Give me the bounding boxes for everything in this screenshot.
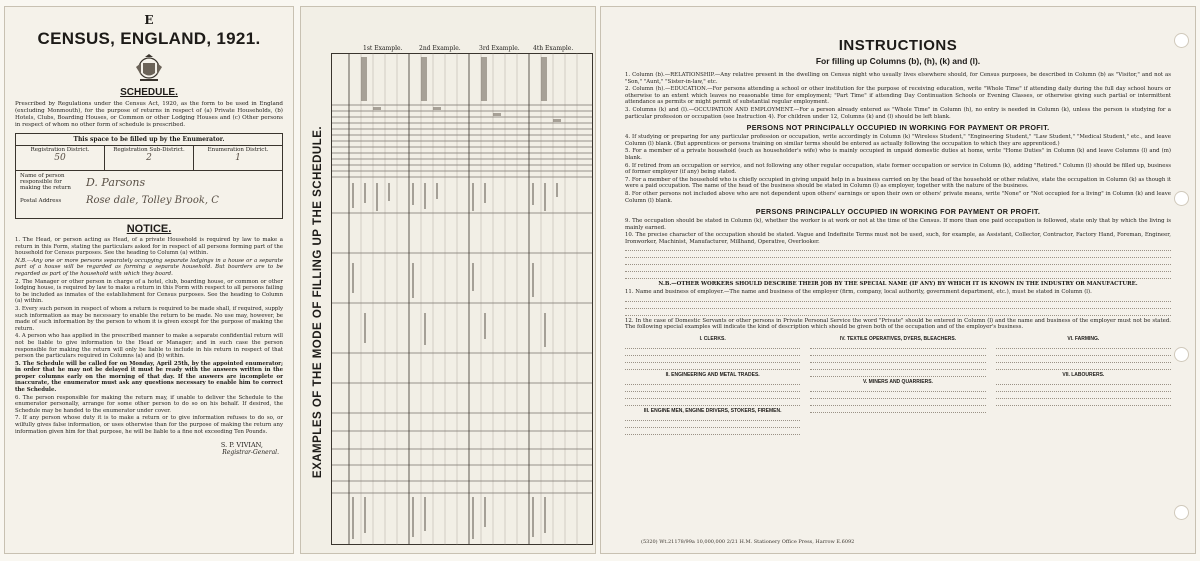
registrar-title: Registrar-General. bbox=[222, 449, 279, 457]
notice-item-3: 3. Every such person in respect of whom a return is required to be made shall, if required, supply such information as may be necessary to enable the return to be made. No use may, however, be made of such information by the person to whom it is given except for the purpose of making the return. bbox=[15, 305, 283, 332]
instruction-1: 1. Column (b).—RELATIONSHIP.—Any relative present in the dwelling on Census night who usually lives elsewhere should, for Census purposes, be described in Column (b) as "Visitor," and not as "Son," "Aunt," "Sister-in-law," etc. bbox=[625, 72, 1171, 85]
employer-lines bbox=[601, 297, 1195, 316]
section-heading-occupied: PERSONS PRINCIPALLY OCCUPIED IN WORKING FOR PAYMENT OR PROFIT. bbox=[755, 207, 1041, 217]
intro-paragraph: Prescribed by Regulations under the Census Act, 1920, as the form to be used in England (excluding Monmouth), for the purpose of returns in respect of (a) Private Households, (b) Hotels, Clubs, Boarding Houses, or Common or other Lodging Houses and (c) Other persons in respect of whom no other form of schedule is prescribed. bbox=[15, 101, 283, 128]
instruction-12: 12. In the case of Domestic Servants or other persons in Private Personal Service the word "Private" should be entered in Column (l) and the name and business of the employer must not be stated. The following special examples will indicate the kind of description which should be given both of the occupation and of the employer's business. bbox=[625, 317, 1171, 331]
category-engine-men: III. ENGINE MEN, ENGINE DRIVERS, STOKERS, FIREMEN. bbox=[643, 407, 782, 414]
notice-item-1: 1. The Head, or person acting as Head, of a private Household is required by law to make a return in this Form, stating the particulars asked for in respect of all persons forming part of the household for Census purposes. See the heading to Column (a) within. bbox=[15, 237, 283, 257]
example-3-label: 3rd Example. bbox=[479, 45, 520, 52]
instructions-panel bbox=[600, 6, 1196, 554]
examples-panel bbox=[300, 6, 596, 554]
category-engineering: II. ENGINEERING AND METAL TRADES. bbox=[665, 371, 760, 378]
examples-heading: EXAMPLES OF THE MODE OF FILLING UP THE SCHEDULE. bbox=[312, 125, 324, 479]
royal-crest-icon bbox=[132, 51, 166, 85]
punch-hole-icon bbox=[1174, 191, 1189, 206]
example-4-label: 4th Example. bbox=[533, 45, 574, 52]
instruction-9: 9. The occupation should be stated in Column (k), whether the worker is at work or not at the time of the Census. If more than one paid occupation is followed, state only that by which the living is mainly earned. bbox=[625, 218, 1171, 231]
punch-hole-icon bbox=[1174, 347, 1189, 362]
page-title: CENSUS, ENGLAND, 1921. bbox=[37, 29, 261, 48]
examples-table-grid bbox=[331, 53, 593, 545]
notice-item-7: 7. If any person whose duty it is to make a return or to give information refuses to do so, or wilfully gives false information, or uses otherwise than for the purpose of making the return any information given him for that purpose, he will be liable to a fine not exceeding Ten Pounds. bbox=[15, 415, 283, 435]
postal-address-value: Rose dale, Tolley Brook, C bbox=[86, 195, 219, 206]
notice-nb: N.B.—Any one or more persons separately occupying separate lodgings in a house or a separate part of a house will be regarded as forming a separate household. But boarders are to be regarded as part of the household with which they board. bbox=[15, 257, 283, 277]
postal-address-label: Postal Address bbox=[20, 197, 62, 204]
category-column-1 bbox=[625, 334, 800, 437]
example-2-label: 2nd Example. bbox=[419, 45, 461, 52]
registration-subdistrict-value: 2 bbox=[146, 153, 152, 163]
examples-heading-container bbox=[307, 67, 329, 537]
cover-panel bbox=[4, 6, 294, 554]
registration-district-label: Registration District. 50 bbox=[16, 146, 105, 170]
registration-subdistrict-label: Registration Sub-District. 2 bbox=[105, 146, 194, 170]
instructions-subtitle: For filling up Columns (b), (h), (k) and (l). bbox=[815, 56, 981, 66]
category-labourers: VII. LABOURERS. bbox=[1062, 371, 1105, 378]
instruction-5: 5. For a member of a private household (such as householder's wife) who is mainly occupied in unpaid domestic duties at home, write "Home Duties" in Column (k) and leave Columns (l) and (m) blank. bbox=[625, 148, 1171, 161]
category-farming: VI. FARMING. bbox=[1067, 335, 1100, 342]
sub-examples-lines bbox=[601, 246, 1195, 279]
schedule-letter: E bbox=[144, 13, 154, 27]
notice-item-6: 6. The person responsible for making the return may, if unable to deliver the Schedule to the enumerator personally, arrange for some other person to do so on his behalf. If desired, the Schedule may be handed to the enumerator under cover. bbox=[15, 394, 283, 414]
enumeration-district-value: 1 bbox=[235, 153, 241, 163]
section-heading-not-occupied: PERSONS NOT PRINCIPALLY OCCUPIED IN WORKING FOR PAYMENT OR PROFIT. bbox=[746, 123, 1050, 133]
instruction-11: 11. Name and business of employer.—The name and business of the employer (firm, company, local authority, government department, etc.), must be stated in Column (l). bbox=[625, 289, 1092, 296]
notice-item-4: 4. A person who has applied in the prescribed manner to make a separate confidential return will not be liable to give information to the Head or Manager; and in such case the person responsible for making the return will only be liable to include in his return in respect of that person the particulars required in Columns (a) and (b) within. bbox=[15, 333, 283, 360]
notice-item-5: 5. The Schedule will be called for on Monday, April 25th, by the appointed enumerator; in order that he may not be delayed it must be ready with the answers written in the proper columns early on the morning of that day. If the answers are incomplete or inaccurate, the enumerator must ask any questions necessary to enable him to correct the Schedule. bbox=[15, 360, 283, 394]
punch-hole-icon bbox=[1174, 33, 1189, 48]
nb-note: N.B.—OTHER WORKERS SHOULD DESCRIBE THEIR JOB BY THE SPECIAL NAME (IF ANY) BY WHICH IT IS KNOWN IN THE INDUSTRY OR MANUFACTURE. bbox=[658, 281, 1138, 288]
instruction-3: 3. Columns (k) and (l).—OCCUPATION AND EMPLOYMENT.—For a person already entered as "Whole Time" in Column (h), no entry is needed in Column (k), unless the person is studying for a particular profession or occupation (see Instruction 4). For children under 12, Columns (k) and (l) should be left blank. bbox=[625, 106, 1171, 120]
instruction-10: 10. The precise character of the occupation should be stated. Vague and Indefinite Terms must not be used, such, for example, as Assistant, Collector, Contractor, Factory Hand, Foreman, Engineer, Ironworker, Machinist, Manufacturer, Millhand, Operative, Overlooker. bbox=[625, 232, 1171, 245]
category-column-3 bbox=[996, 334, 1171, 437]
instruction-7: 7. For a member of the household who is chiefly occupied in giving unpaid help in a business carried on by the head of the household or other relative, state the occupation in Column (k) as though it were a paid occupation. The name of the head of the business should be stated in Column (l) as employer, together with the nature of the business. bbox=[625, 176, 1171, 190]
category-clerks: I. CLERKS. bbox=[699, 335, 726, 342]
print-footer: (5320) Wt.21178/99a 10,000,000 2/21 H.M. Stationery Office Press, Harrow E.6092 bbox=[641, 539, 855, 545]
enumeration-district-label: Enumeration District. 1 bbox=[207, 147, 269, 163]
category-miners: V. MINERS AND QUARRIERS. bbox=[863, 378, 933, 385]
instruction-2: 2. Column (h).—EDUCATION.—For persons attending a school or other institution for the purpose of receiving education, write "Whole Time" if attending daily during the full day school hours or otherwise to an extent which leaves no reasonable time for employment; "Part Time" if attending Day Continuation Schools or Evening Classes, or otherwise giving such partial or intermittent attendance as permits or might permit of substantial regular employment. bbox=[625, 86, 1171, 106]
instruction-8: 8. For other persons not included above who are not dependent upon others' earnings or upon their own or others' private means, write "None" or "Not occupied for a living" in Column (k) and leave Column (l) blank. bbox=[625, 190, 1171, 204]
category-textile: IV. TEXTILE OPERATIVES, DYERS, BLEACHERS. bbox=[839, 335, 957, 342]
punch-hole-icon bbox=[1174, 505, 1189, 520]
schedule-heading: SCHEDULE. bbox=[120, 87, 178, 98]
enumerator-box bbox=[15, 133, 283, 219]
responsible-person-value: D. Parsons bbox=[86, 175, 146, 189]
notice-heading: NOTICE. bbox=[126, 223, 172, 235]
instruction-4: 4. If studying or preparing for any particular profession or occupation, write accordingly in Column (k) "Wireless Student," "Engineering Student," "Law Student," "Medical Student," etc., and leave Column (l) blank. (But apprentices or persons training on similar terms should be entered as actually following the occupation to which they are apprenticed.) bbox=[625, 134, 1171, 147]
category-column-2 bbox=[810, 334, 985, 437]
registration-district-value: 50 bbox=[54, 153, 66, 163]
instructions-title: INSTRUCTIONS bbox=[838, 37, 958, 54]
enumerator-box-heading: This space to be filled up by the Enumerator. bbox=[16, 134, 282, 146]
example-1-label: 1st Example. bbox=[363, 45, 403, 52]
notice-item-2: 2. The Manager or other person in charge of a hotel, club, boarding house, or common or other lodging house, is required by law to make a return in this Form with respect to all persons failing to be included as inmates of the establishment for Census purposes. See the heading to Column (a) within. bbox=[15, 278, 283, 305]
responsible-person-label: Name of person responsible for making the return bbox=[20, 173, 71, 191]
occupation-categories bbox=[601, 334, 1195, 437]
registrar-signature: S. P. VIVIAN, bbox=[220, 441, 263, 450]
instruction-6: 6. If retired from an occupation or service, and not following any other regular occupation, state former occupation or service in Column (k), adding "Retired." Column (l) should be filled up, business of former employer (if any) being stated. bbox=[625, 162, 1171, 176]
